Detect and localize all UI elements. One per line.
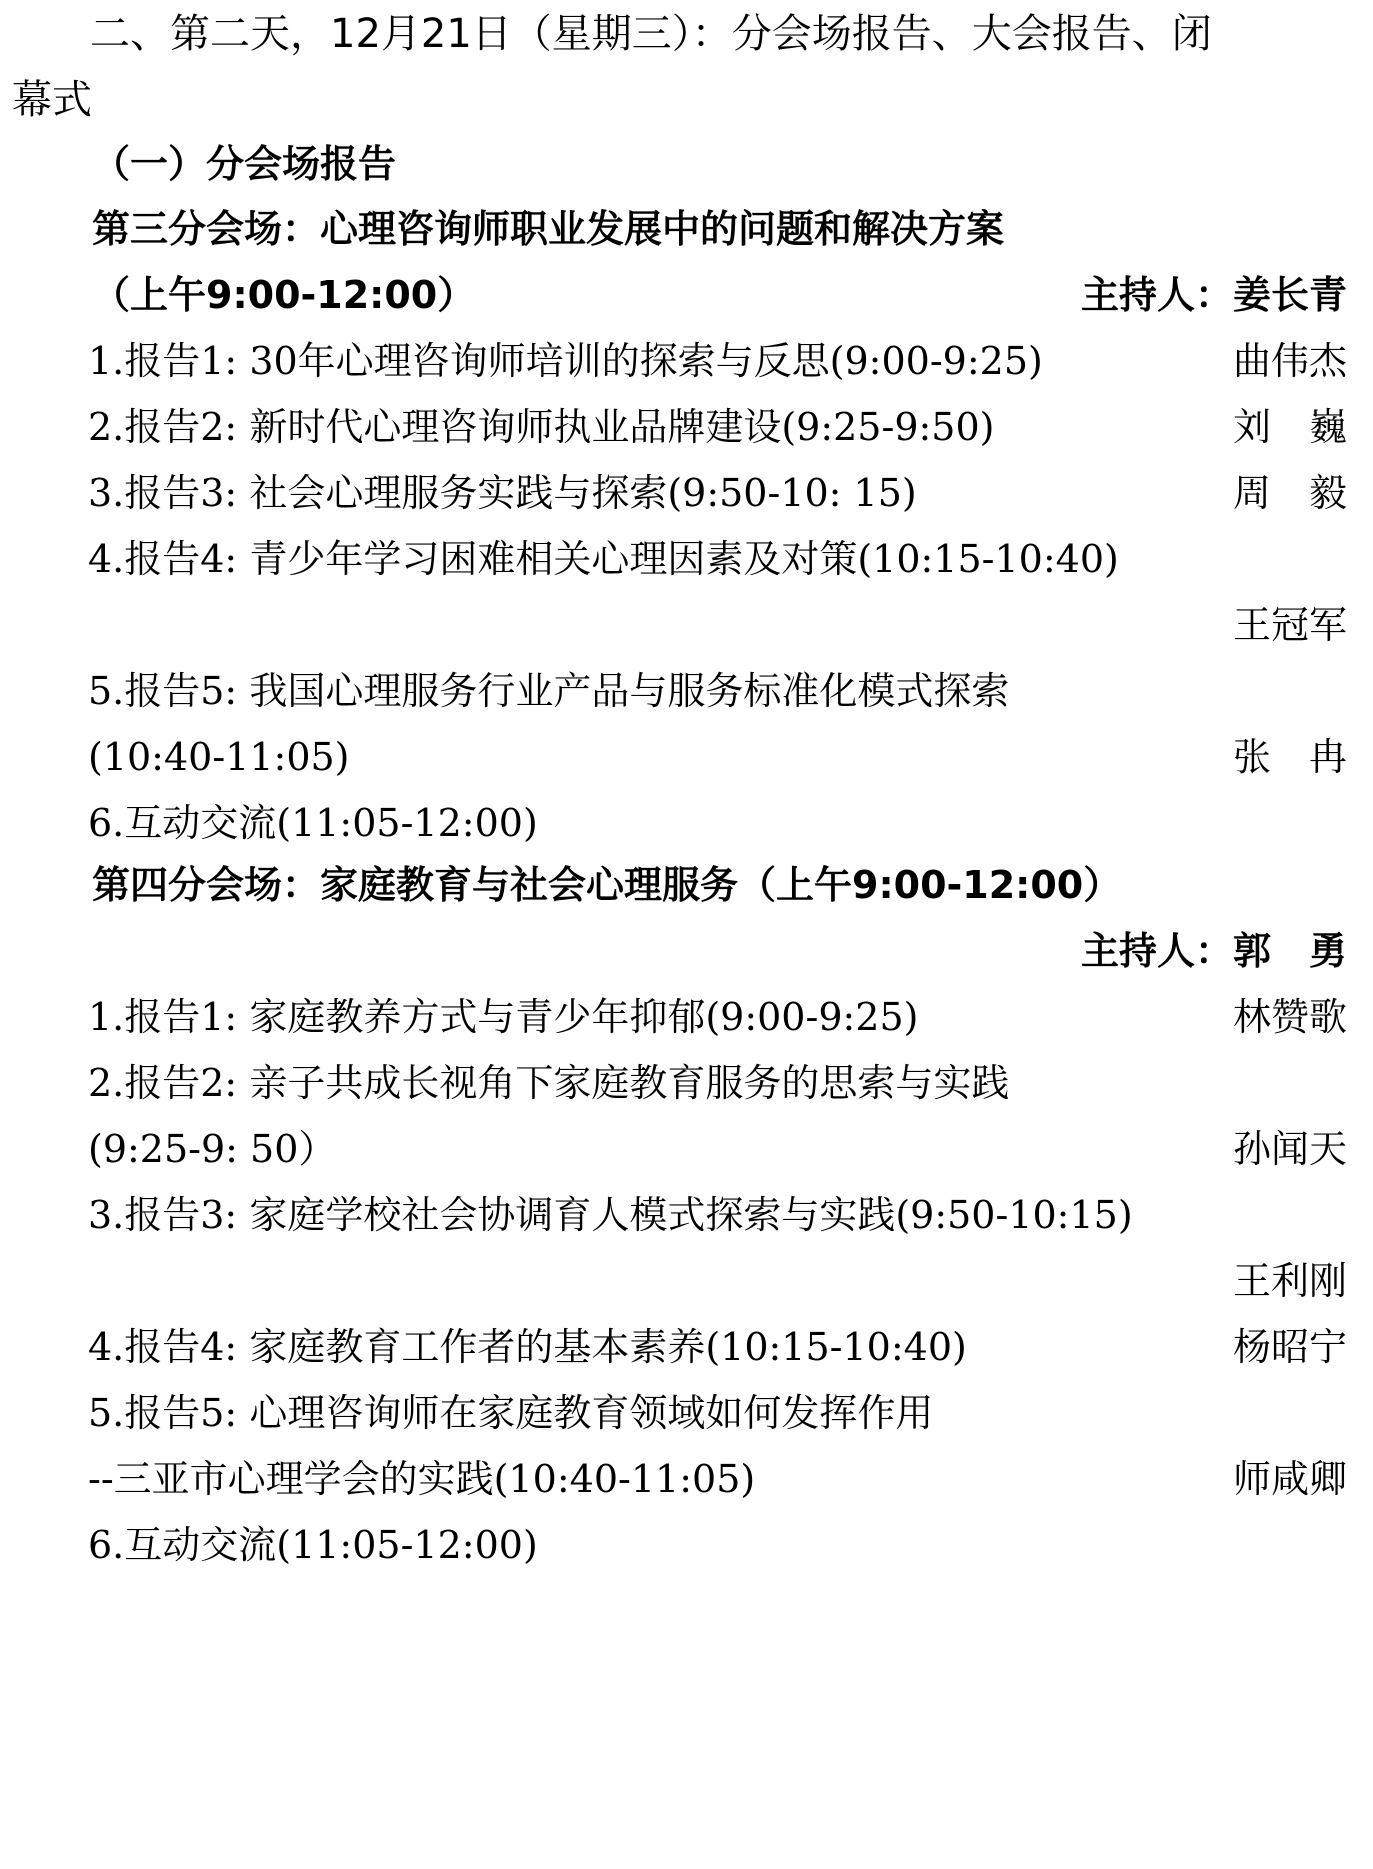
venue4-item-3: 3.报告3: 家庭学校社会协调育人模式探索与实践(9:50-10:15) (88, 1193, 1133, 1237)
venue4-item-2: 2.报告2: 亲子共成长视角下家庭教育服务的思索与实践 (88, 1061, 1010, 1105)
venue3-speaker-4: 王冠军 (1232, 603, 1347, 647)
venue3-speaker-5: 张 冉 (1232, 735, 1347, 779)
venue4-item-6: 6.互动交流(11:05-12:00) (88, 1523, 538, 1567)
venue4-speaker-1: 林赞歌 (1232, 995, 1347, 1039)
venue4-item-4: 4.报告4: 家庭教育工作者的基本素养(10:15-10:40) (88, 1325, 967, 1369)
venue3-item-3: 3.报告3: 社会心理服务实践与探索(9:50-10: 15) (88, 471, 917, 515)
venue3-speaker-2: 刘 巍 (1232, 405, 1347, 449)
venue3-item-2: 2.报告2: 新时代心理咨询师执业品牌建设(9:25-9:50) (88, 405, 995, 449)
venue3-item-5: 5.报告5: 我国心理服务行业产品与服务标准化模式探索 (88, 669, 1010, 713)
venue3-item-6: 6.互动交流(11:05-12:00) (88, 801, 538, 845)
day-heading-line2: 幕式 (12, 77, 92, 123)
venue3-speaker-1: 曲伟杰 (1232, 339, 1347, 383)
venue3-item-1: 1.报告1: 30年心理咨询师培训的探索与反思(9:00-9:25) (88, 339, 1043, 383)
venue4-item-2-cont: (9:25-9: 50） (88, 1127, 337, 1171)
venue4-speaker-3: 王利刚 (1232, 1259, 1347, 1303)
venue4-speaker-5: 师咸卿 (1232, 1457, 1347, 1501)
venue4-item-5-cont: --三亚市心理学会的实践(10:40-11:05) (88, 1457, 756, 1501)
venue3-item-5-cont: (10:40-11:05) (88, 735, 350, 779)
venue3-title: 第三分会场：心理咨询师职业发展中的问题和解决方案 (92, 207, 1005, 251)
venue4-host: 主持人：郭 勇 (1080, 929, 1347, 973)
venue3-time: （上午9:00-12:00） (92, 273, 476, 317)
day-heading-line1: 二、第二天，12月21日（星期三）：分会场报告、大会报告、闭 (90, 11, 1212, 57)
section-title: （一）分会场报告 (92, 142, 397, 186)
venue3-speaker-3: 周 毅 (1232, 471, 1347, 515)
venue4-item-5: 5.报告5: 心理咨询师在家庭教育领域如何发挥作用 (88, 1391, 934, 1435)
venue3-item-4: 4.报告4: 青少年学习困难相关心理因素及对策(10:15-10:40) (88, 537, 1119, 581)
venue4-speaker-2: 孙闻天 (1232, 1127, 1347, 1171)
venue3-host: 主持人：姜长青 (1080, 273, 1347, 317)
venue4-speaker-4: 杨昭宁 (1232, 1325, 1347, 1369)
venue4-item-1: 1.报告1: 家庭教养方式与青少年抑郁(9:00-9:25) (88, 995, 919, 1039)
venue4-title: 第四分会场：家庭教育与社会心理服务（上午9:00-12:00） (92, 863, 1122, 907)
